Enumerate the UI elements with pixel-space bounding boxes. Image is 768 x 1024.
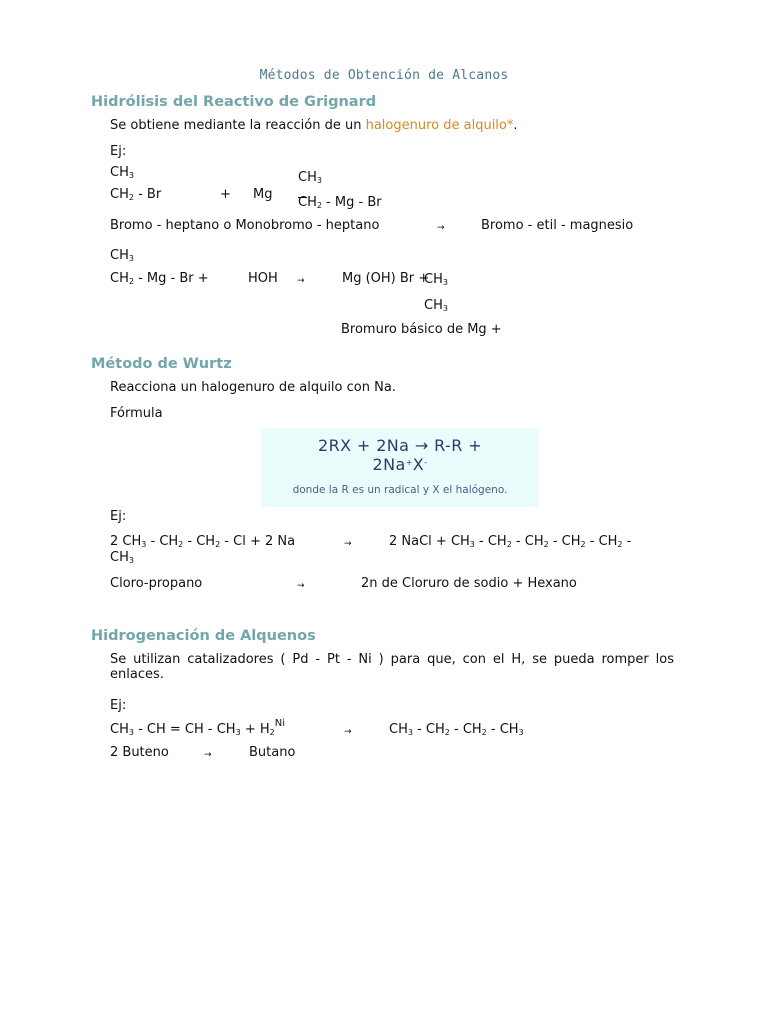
heading-wurtz: Método de Wurtz [91, 356, 232, 372]
page-title: Métodos de Obtención de Alcanos [259, 68, 509, 83]
r2-product-ch3: $CH_3$ [424, 272, 448, 287]
formula-line-2: 2Na+X- [372, 455, 428, 474]
water: HOH [248, 271, 278, 286]
formula-line-1: 2RX + 2Na → R-R + [317, 436, 483, 455]
r2-product: Mg (OH) Br + [342, 271, 430, 286]
example-label: Ej: [110, 144, 127, 159]
plus-sign: + [220, 187, 231, 202]
alkane-product: $CH_3 - CH_2 - CH_2 - CH_3$ [389, 722, 524, 737]
product-ch2-mg-br: $CH_2$ - Mg - Br [298, 195, 382, 210]
formula-note: donde la R es un radical y X el halógeno. [292, 484, 508, 496]
alkene-reactants: $CH_3$ - CH = CH - $CH_3 + H_2^{Ni}$ [110, 718, 285, 737]
magnesium: Mg [253, 187, 273, 202]
wurtz-reactants: 2 $CH_3 - CH_2 - CH_2 - Cl + 2$ Na [110, 534, 296, 549]
hidrogenacion-paragraph-2: enlaces. [110, 667, 164, 682]
formula-box [262, 428, 538, 507]
r2-ch3: $CH_3$ [110, 248, 134, 263]
heading-grignard: Hidrólisis del Reactivo de Grignard [91, 94, 377, 110]
halogenuro-link[interactable]: halogenuro de alquilo* [365, 118, 514, 133]
heading-hidrogenacion: Hidrogenación de Alquenos [91, 628, 316, 644]
reaction-arrow: → [344, 727, 352, 737]
name-bromo-heptano: Bromo - heptano o Monobromo - heptano [110, 218, 380, 233]
wurtz-products-wrap: $CH_3$ [110, 550, 134, 565]
hidrogenacion-paragraph-1: Se utilizan catalizadores ( Pd - Pt - Ni ) para que, con el H, se pueda romper los [110, 652, 674, 667]
name-cloro-propano: Cloro-propano [110, 576, 203, 591]
grignard-intro: Se obtiene mediante la reacción de un halogenuro de alquilo*. [110, 118, 518, 133]
r2-ch3-second: $CH_3$ [424, 298, 448, 313]
wurtz-line: Reacciona un halogenuro de alquilo con Na. [110, 380, 396, 395]
formula-ch2br: $CH_2$ - Br [110, 187, 162, 202]
reaction-arrow: → [297, 581, 305, 591]
name-butano: Butano [249, 745, 296, 760]
reaction-arrow: → [297, 276, 305, 286]
example-label: Ej: [110, 698, 127, 713]
formula-ch3: $CH_3$ [110, 165, 134, 180]
reaction-arrow: → [204, 750, 212, 760]
example-label: Ej: [110, 509, 127, 524]
reaction-arrow: → [344, 539, 352, 549]
reaction-arrow: → [437, 223, 445, 233]
name-bromo-etil-magnesio: Bromo - etil - magnesio [481, 218, 634, 233]
name-products: 2n de Cloruro de sodio + Hexano [361, 576, 577, 591]
name-bromuro-basico: Bromuro básico de Mg + [341, 322, 502, 337]
name-buteno: 2 Buteno [110, 745, 169, 760]
r2-reactant: $CH_2$ - Mg - Br + [110, 271, 209, 286]
wurtz-products: 2 NaCl + $CH_3 - CH_2 - CH_2 - CH_2 - CH_2$ - [389, 534, 632, 549]
formula-label: Fórmula [110, 406, 163, 421]
product-ch3: $CH_3$ [298, 170, 322, 185]
